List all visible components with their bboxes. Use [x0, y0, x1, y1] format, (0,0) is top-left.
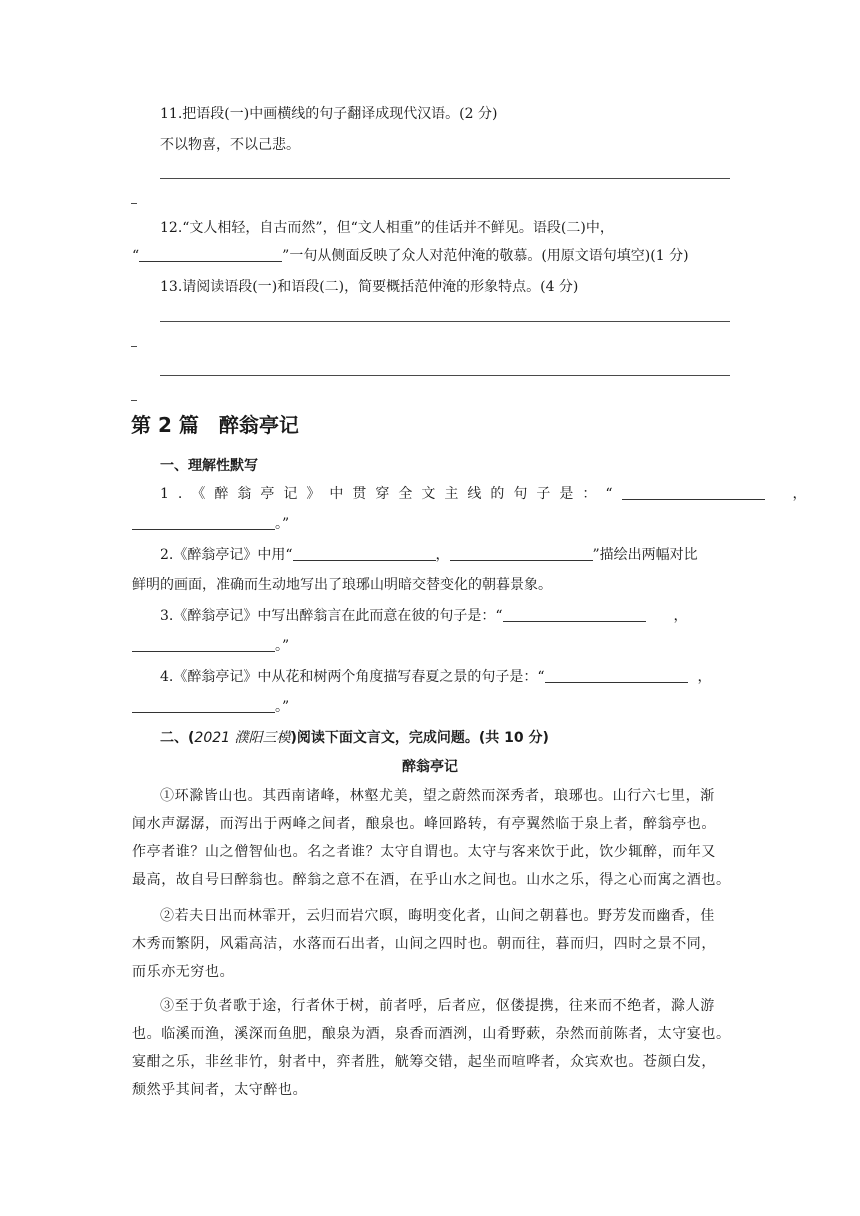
passage-paragraph-3	[132, 992, 730, 1104]
item-2-prefix: 2.《醉翁亭记》中用“	[160, 547, 293, 563]
fill-blank[interactable]	[132, 698, 275, 713]
fill-blank[interactable]	[139, 247, 282, 262]
passage-line: 而乐亦无穷也。	[132, 964, 235, 980]
close-quote: 。”	[275, 516, 290, 532]
passage-title: 醉翁亭记	[402, 759, 458, 775]
question-12-line2	[132, 246, 689, 266]
item-1-line2	[132, 514, 289, 534]
item-4-prefix: 4.《醉翁亭记》中从花和树两个角度描写春夏之景的句子是：“	[160, 669, 545, 685]
part2-heading-b: )阅读下面文言文，完成问题。(共 10 分)	[290, 730, 549, 746]
close-quote: 。”	[275, 638, 290, 654]
question-11-sentence: 不以物喜，不以己悲。	[160, 137, 300, 153]
item-3-prefix: 3.《醉翁亭记》中写出醉翁言在此而意在彼的句子是：“	[160, 608, 503, 624]
item-4-line2	[132, 697, 289, 717]
part2-heading	[160, 728, 549, 748]
question-13: 13.请阅读语段(一)和语段(二)，简要概括范仲淹的形象特点。(4 分)	[160, 279, 579, 295]
question-12-line1: 12.“文人相轻，自古而然”，但“文人相重”的佳话并不鲜见。语段(二)中，	[160, 220, 614, 236]
item-4	[160, 667, 712, 687]
passage-line: 闻水声潺潺，而泻出于两峰之间者，酿泉也。峰回路转，有亭翼然临于泉上者，醉翁亭也。	[132, 816, 716, 832]
item-3-line2	[132, 636, 289, 656]
fill-blank[interactable]	[545, 668, 688, 683]
passage-paragraph-2	[132, 902, 730, 986]
item-2-suffix: ”描绘出两幅对比	[592, 547, 698, 563]
part2-source: 2021 濮阳三模	[194, 730, 291, 746]
fill-blank[interactable]	[293, 546, 436, 561]
passage-line: 作亭者谁？山之僧智仙也。名之者谁？太守自谓也。太守与客来饮于此，饮少辄醉，而年又	[132, 844, 716, 860]
line-mark	[131, 346, 137, 347]
line-mark	[131, 400, 137, 401]
question-12-rest: ”一句从侧面反映了众人对范仲淹的敬慕。(用原文语句填空)(1 分)	[282, 248, 689, 264]
item-1-prefix: 1.《醉翁亭记》中贯穿全文主线的句子是：“	[160, 486, 622, 502]
fill-blank[interactable]	[503, 607, 646, 622]
passage-line: ③至于负者歌于途，行者休于树，前者呼，后者应，伛偻提携，往来而不绝者，滁人游	[160, 998, 715, 1014]
comma: ，	[673, 608, 688, 624]
fill-blank[interactable]	[622, 485, 765, 500]
item-1	[160, 484, 807, 504]
passage-line: ②若夫日出而林霏开，云归而岩穴暝，晦明变化者，山间之朝暮也。野芳发而幽香，佳	[160, 908, 715, 924]
item-2	[160, 545, 698, 565]
passage-line: 宴酣之乐，非丝非竹，射者中，弈者胜，觥筹交错，起坐而喧哗者，众宾欢也。苍颜白发，	[132, 1054, 716, 1070]
passage-line: 颓然乎其间者，太守醉也。	[132, 1082, 308, 1098]
passage-line: 最高，故自号曰醉翁也。醉翁之意不在酒，在乎山水之间也。山水之乐，得之心而寓之酒也。	[132, 872, 731, 888]
question-11: 11.把语段(一)中画横线的句子翻译成现代汉语。(2 分)	[160, 106, 498, 122]
comma: ，	[792, 486, 807, 502]
line-mark	[131, 203, 137, 204]
passage-line: ①环滁皆山也。其西南诸峰，林壑尤美，望之蔚然而深秀者，琅琊也。山行六七里，渐	[160, 788, 715, 804]
passage-line: 也。临溪而渔，溪深而鱼肥，酿泉为酒，泉香而酒洌，山肴野蔌，杂然而前陈者，太守宴也。	[132, 1026, 731, 1042]
fill-blank[interactable]	[132, 637, 275, 652]
part2-heading-a: 二、(	[160, 730, 195, 746]
answer-line	[160, 375, 730, 376]
passage-paragraph-1	[132, 782, 730, 894]
comma: ，	[435, 547, 450, 563]
fill-blank[interactable]	[450, 546, 593, 561]
fill-blank[interactable]	[132, 515, 275, 530]
part1-heading: 一、理解性默写	[160, 458, 258, 474]
open-quote: “	[132, 248, 140, 264]
comma: ，	[697, 669, 712, 685]
section-title: 第 2 篇 醉翁亭记	[131, 413, 299, 437]
answer-line	[160, 178, 730, 179]
item-3	[160, 606, 688, 626]
passage-line: 木秀而繁阴，风霜高洁，水落而石出者，山间之四时也。朝而往，暮而归，四时之景不同，	[132, 936, 716, 952]
item-2-line2: 鲜明的画面，准确而生动地写出了琅琊山明暗交替变化的朝暮景象。	[132, 577, 552, 593]
answer-line	[160, 321, 730, 322]
close-quote: 。”	[275, 699, 290, 715]
